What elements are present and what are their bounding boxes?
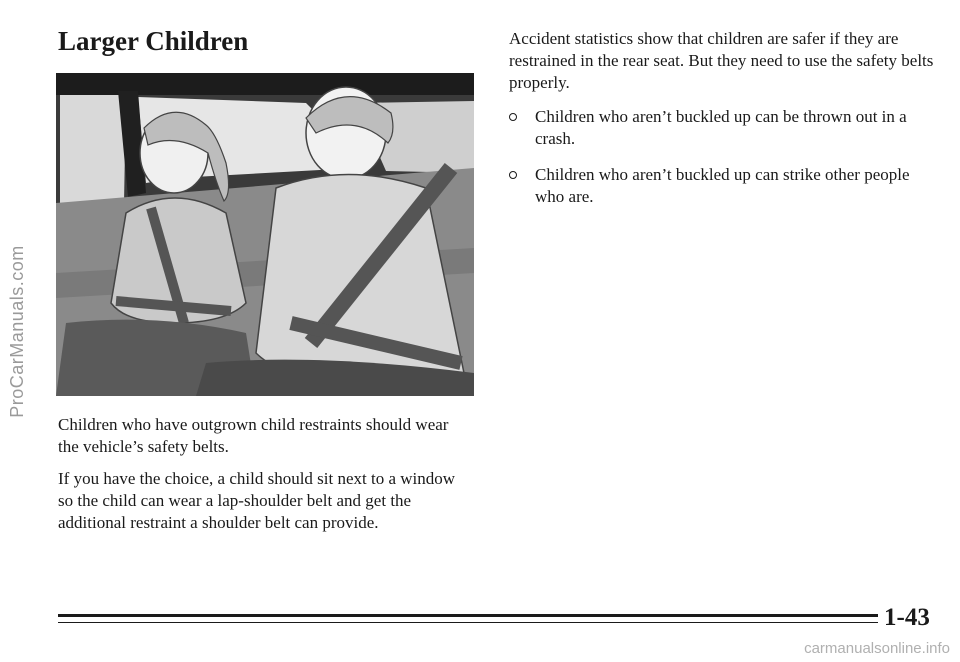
bottom-watermark: carmanualsonline.info bbox=[804, 640, 950, 657]
left-column-text bbox=[58, 414, 458, 544]
bullet-text: Children who aren’t buckled up can be thrown out in a crash. bbox=[535, 107, 907, 148]
list-item bbox=[509, 164, 934, 208]
bullet-list bbox=[509, 106, 934, 208]
paragraph-outgrown-restraints: Children who have outgrown child restraints should wear the vehicle’s safety belts. bbox=[58, 415, 449, 456]
list-item bbox=[509, 106, 934, 150]
side-watermark bbox=[4, 0, 30, 662]
bullet-circle-icon bbox=[509, 171, 517, 179]
side-watermark-text: ProCarManuals.com bbox=[6, 244, 27, 418]
children-safety-belt-illustration bbox=[56, 73, 474, 396]
bullet-text: Children who aren’t buckled up can strike other people who are. bbox=[535, 165, 910, 206]
right-column-text bbox=[509, 28, 934, 222]
footer-rule-thin bbox=[58, 622, 878, 623]
illustration-children-wearing-safety-belts-icon bbox=[56, 73, 474, 396]
bullet-circle-icon bbox=[509, 113, 517, 121]
paragraph-accident-statistics: Accident statistics show that children are safer if they are restrained in the rear seat. But they need to use the safety belts properly. bbox=[509, 29, 934, 92]
page-number: 1-43 bbox=[884, 604, 930, 631]
paragraph-window-seat: If you have the choice, a child should sit next to a window so the child can wear a lap-shoulder belt and get the additional restraint a shoulder belt can provide. bbox=[58, 469, 456, 532]
footer-rule-thick bbox=[58, 614, 878, 617]
section-heading: Larger Children bbox=[58, 26, 249, 56]
